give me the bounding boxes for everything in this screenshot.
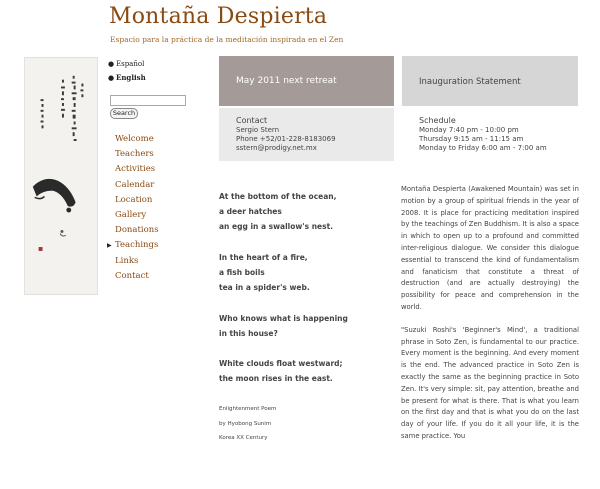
main-nav	[107, 132, 159, 284]
poem-source: Enlightenment Poem	[219, 406, 277, 412]
bullet-icon: ●	[108, 60, 115, 68]
nav-item-gallery[interactable]	[107, 208, 159, 223]
nav-item-links[interactable]	[107, 254, 159, 269]
poem-author: by Hyobong Sunim	[219, 420, 272, 427]
contact-email[interactable]: sstern@prodigy.net.mx	[236, 144, 317, 152]
poem-line: Who knows what is happening	[219, 313, 348, 323]
language-item-english[interactable]	[108, 71, 146, 84]
intro-paragraph: Montaña Despierta (Awakened Mountain) was set in motion by a group of spiritual friends in the year of 2008. It is place for practicing meditation inspired by the teachings of Zen Buddhism. It is also a space in which to open up to a profound and committed inter-religious dialogue. We consider this dialogue essential to transcend the kind of fundamentalism and fanaticism that constitute a threat of destruction (and are actually destroying) the possibility for peace and comprehension in the world.	[401, 185, 579, 311]
schedule-line: Thursday 9:15 am - 11:15 am	[419, 135, 524, 143]
retreat-box[interactable]	[219, 56, 394, 106]
intro-paragraph: "Suzuki Roshi's 'Beginner's Mind', a traditional phrase in Soto Zen, is fundamental to our practice. Every moment is the beginning. And every moment is the end. The advanced practice in Soto Zen is exactly the same as the beginning practice in Soto Zen. It's very simple: sit, pay attention, breathe and be present for what is there. That is what you learn on the first day and that is what you do on the last day of your life. If you do it all your life, it is the same practice. You	[401, 325, 579, 440]
calligraphy-drawing	[25, 58, 97, 294]
intro-text	[401, 184, 579, 454]
nav-label: Welcome	[115, 134, 154, 144]
language-item-espanol[interactable]	[108, 58, 146, 71]
nav-label: Donations	[115, 225, 159, 236]
nav-item-teachers[interactable]	[107, 147, 159, 162]
nav-label: Activities	[115, 164, 156, 175]
poem-line: an egg in a swallow's nest.	[219, 222, 334, 232]
nav-item-contact[interactable]	[107, 269, 159, 284]
schedule-box	[402, 108, 578, 161]
site-title[interactable]: Montaña Despierta	[109, 4, 328, 29]
retreat-label: May 2011 next retreat	[236, 76, 337, 86]
bullet-icon: ●	[108, 73, 115, 82]
poem-line: tea in a spider's web.	[219, 283, 310, 293]
contact-heading: Contact	[236, 116, 268, 125]
contact-name: Sergio Stern	[236, 126, 280, 134]
poem-line: in this house?	[219, 328, 278, 338]
inauguration-box[interactable]	[402, 56, 578, 106]
zen-calligraphy-image	[24, 57, 98, 295]
site-tagline: Espacio para la práctica de la meditación inspirada en el Zen	[110, 35, 344, 44]
contact-phone: Phone +52/01-228-8183069	[236, 135, 336, 143]
poem	[219, 189, 389, 386]
contact-box	[219, 108, 394, 161]
nav-label: Teachings	[115, 240, 159, 251]
poem-line: the moon rises in the east.	[219, 374, 333, 384]
nav-item-activities[interactable]	[107, 162, 159, 177]
search-button[interactable]: Search	[110, 108, 138, 119]
poem-credits	[219, 402, 276, 446]
schedule-line: Monday 7:40 pm - 10:00 pm	[419, 126, 519, 134]
language-label: Español	[116, 60, 145, 68]
nav-label: Teachers	[115, 149, 154, 160]
poem-line: In the heart of a fire,	[219, 252, 308, 262]
nav-label: Gallery	[115, 209, 147, 220]
search-input[interactable]	[110, 95, 186, 106]
nav-label: Links	[115, 255, 139, 266]
nav-item-teachings[interactable]	[107, 238, 159, 253]
poem-origin: Korea XX Century	[219, 435, 268, 441]
submenu-arrow-icon: ▶	[107, 242, 112, 250]
nav-label: Calendar	[115, 179, 155, 190]
nav-label: Contact	[115, 270, 149, 281]
nav-item-donations[interactable]	[107, 223, 159, 238]
schedule-line: Monday to Friday 6:00 am - 7:00 am	[419, 144, 547, 152]
inauguration-label: Inauguration Statement	[419, 77, 521, 87]
nav-item-location[interactable]	[107, 193, 159, 208]
nav-label: Location	[115, 194, 153, 205]
poem-line: a deer hatches	[219, 207, 282, 217]
poem-line: a fish boils	[219, 267, 265, 277]
nav-item-welcome[interactable]	[107, 132, 159, 147]
language-selector	[108, 58, 146, 84]
schedule-heading: Schedule	[419, 116, 456, 125]
language-label: English	[116, 73, 146, 82]
nav-item-calendar[interactable]	[107, 178, 159, 193]
poem-line: White clouds float westward;	[219, 359, 343, 369]
poem-line: At the bottom of the ocean,	[219, 192, 337, 201]
